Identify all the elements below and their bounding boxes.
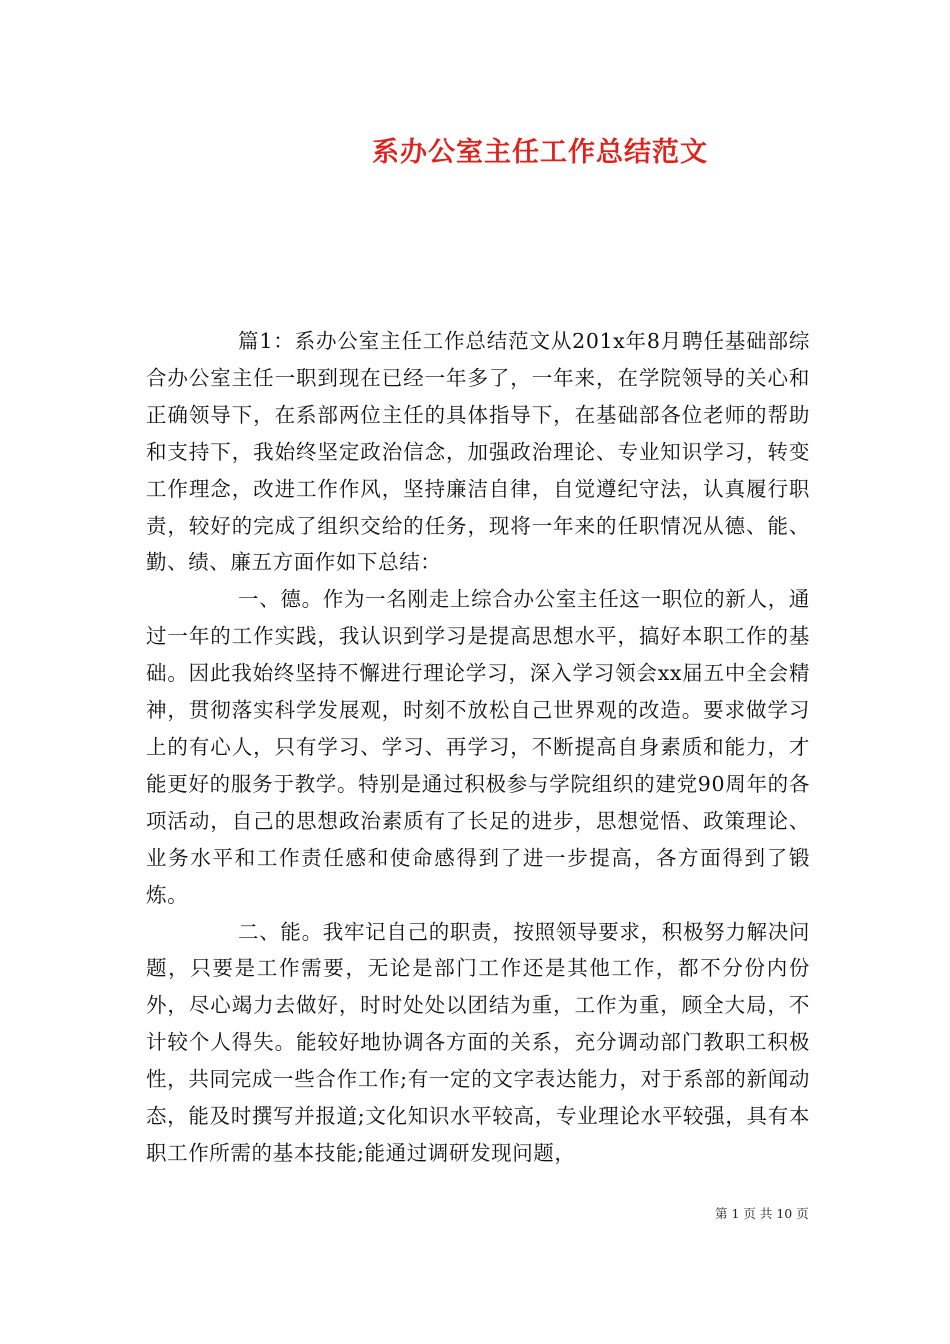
page-footer: 第 1 页 共 10 页 bbox=[715, 1206, 809, 1221]
paragraph-ability: 二、能。我牢记自己的职责，按照领导要求，积极努力解决问题，只要是工作需要，无论是部门工作还是其他工作，都不分份内份外，尽心竭力去做好，时时处处以团结为重，工作为重，顾全大局，不计较个人得失。能较好地协调各方面的关系，充分调动部门教职工积极性，共同完成一些合作工作;有一定的文字表达能力，对于系部的新闻动态，能及时撰写并报道;文化知识水平较高，专业理论水平较强，具有本职工作所需的基本技能;能通过调研发现问题， bbox=[146, 919, 810, 1165]
document-title bbox=[0, 130, 950, 169]
paragraph-intro: 篇1：系办公室主任工作总结范文从201x年8月聘任基础部综合办公室主任一职到现在已经一年多了，一年来，在学院领导的关心和正确领导下，在系部两位主任的具体指导下，在基础部各位老师的帮助和支持下，我始终坚定政治信念，加强政治理论、专业知识学习，转变工作理念，改进工作作风，坚持廉洁自律，自觉遵纪守法，认真履行职责，较好的完成了组织交给的任务，现将一年来的任职情况从德、能、勤、绩、廉五方面作如下总结： bbox=[146, 329, 810, 575]
document-body bbox=[146, 323, 810, 1172]
paragraph-virtue: 一、德。作为一名刚走上综合办公室主任这一职位的新人，通过一年的工作实践，我认识到学习是提高思想水平，搞好本职工作的基础。因此我始终坚持不懈进行理论学习，深入学习领会xx届五中全会精神，贯彻落实科学发展观，时刻不放松自己世界观的改造。要求做学习上的有心人，只有学习、学习、再学习，不断提高自身素质和能力，才能更好的服务于教学。特别是通过积极参与学院组织的建党90周年的各项活动，自己的思想政治素质有了长足的进步，思想觉悟、政策理论、业务水平和工作责任感和使命感得到了进一步提高，各方面得到了锻炼。 bbox=[146, 587, 810, 907]
document-title-text: 系办公室主任工作总结范文 bbox=[372, 137, 708, 168]
